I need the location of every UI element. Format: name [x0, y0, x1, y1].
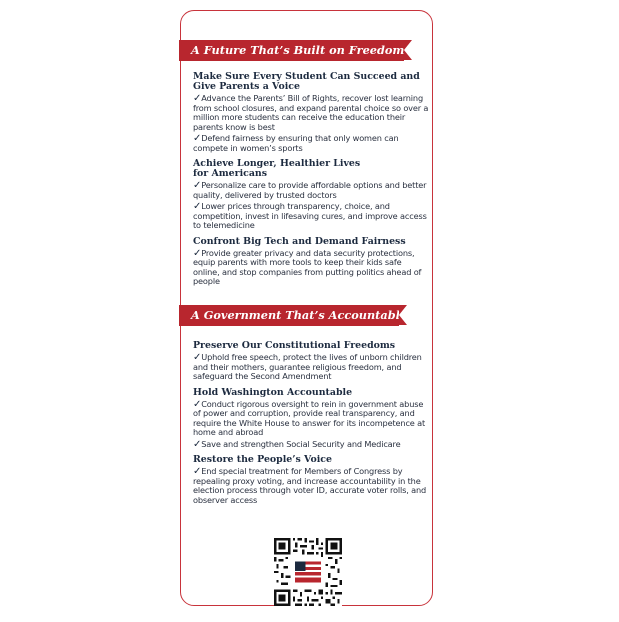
- section-heading: Restore the People’s Voice: [193, 454, 332, 465]
- section-washington-accountable: [193, 388, 429, 450]
- checkmark-icon: ✓: [193, 438, 202, 450]
- checkmark-icon: ✓: [193, 133, 202, 144]
- section-peoples-voice: [193, 455, 429, 505]
- checkmark-icon: ✓: [193, 180, 202, 191]
- section-banner-government: A Government That’s Accountable: [179, 305, 399, 326]
- section-heading: Make Sure Every Student Can Succeed and Give Parents a Voice: [193, 71, 420, 92]
- section-banner-future: A Future That’s Built on Freedom: [179, 40, 404, 61]
- list-item: ✓Lower prices through transparency, choice, and competition, invest in lifesaving cures, and improve access to telemedicine: [193, 201, 427, 230]
- section-constitutional-freedoms: [193, 341, 429, 382]
- brochure-panel: [180, 10, 433, 606]
- future-sections: [193, 72, 429, 293]
- section-healthier-lives: [193, 159, 429, 231]
- list-item: ✓Provide greater privacy and data security protections, equip parents with more tools to keep their kids safe online, and stop companies from putting politics ahead of people: [193, 247, 422, 286]
- list-item: ✓Save and strengthen Social Security and Medicare: [193, 438, 401, 450]
- section-heading: Hold Washington Accountable: [193, 386, 353, 398]
- list-item: ✓End special treatment for Members of Congress by repealing proxy voting, and increase accountability in the election process through voter ID, accurate voter rolls, and observer access: [193, 466, 427, 505]
- checkmark-icon: ✓: [193, 352, 202, 363]
- checkmark-icon: ✓: [193, 93, 202, 104]
- section-heading: Achieve Longer, Healthier Lives for Americans: [193, 158, 361, 179]
- list-item: ✓Defend fairness by ensuring that only women can compete in women’s sports: [193, 133, 399, 153]
- checkmark-icon: ✓: [193, 247, 202, 259]
- section-student-success: [193, 72, 429, 153]
- list-item: ✓Advance the Parents’ Bill of Rights, recover lost learning from school closures, and expand parental choice so over a million more students can receive the education their parents know is best: [193, 93, 429, 132]
- checkmark-icon: ✓: [193, 466, 202, 477]
- list-item: ✓Conduct rigorous oversight to rein in government abuse of power and corruption, provide real transparency, and require the White House to answer for its incompetence at home and abroad: [193, 398, 426, 437]
- list-item: ✓Personalize care to provide affordable options and better quality, delivered by trusted doctors: [193, 180, 427, 200]
- checkmark-icon: ✓: [193, 201, 202, 212]
- qr-code-icon[interactable]: [274, 538, 342, 606]
- list-item: ✓Uphold free speech, protect the lives of unborn children and their mothers, guarantee religious freedom, and safeguard the Second Amendment: [193, 352, 422, 381]
- section-heading: Confront Big Tech and Demand Fairness: [193, 235, 406, 247]
- section-heading: Preserve Our Constitutional Freedoms: [193, 340, 396, 351]
- checkmark-icon: ✓: [193, 398, 202, 410]
- section-big-tech: [193, 237, 429, 287]
- government-sections: [193, 341, 429, 511]
